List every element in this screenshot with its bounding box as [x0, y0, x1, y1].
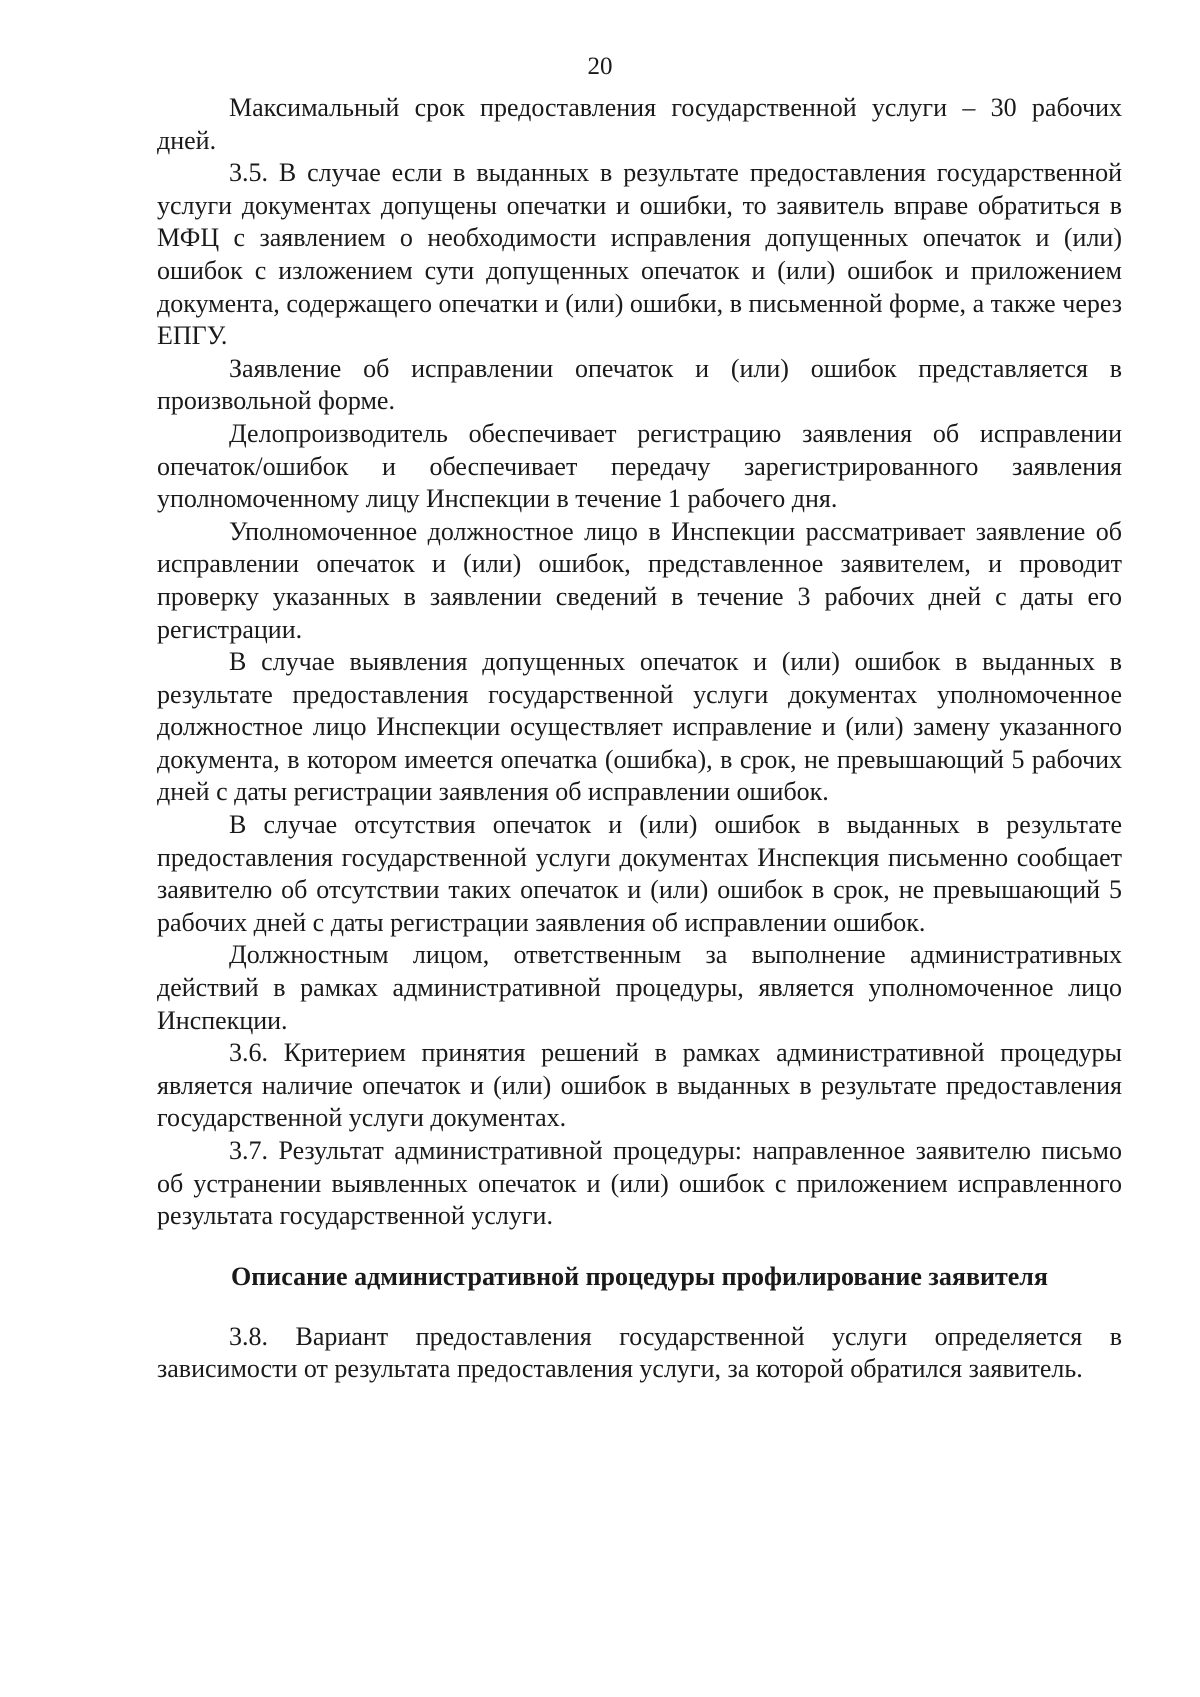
paragraph-errors-absent: В случае отсутствия опечаток и (или) ошибок в выданных в результате предоставления государственной услуги документах Инспекция письменно сообщает заявителю об отсутствии таких опечаток и (или) ошибок в срок, не превышающий 5 рабочих дней с даты регистрации заявления об исправлении ошибок. [157, 810, 1122, 937]
paragraph-responsible-official: Должностным лицом, ответственным за выполнение административных действий в рамках административной процедуры, является уполномоченное лицо Инспекции. [157, 940, 1122, 1035]
paragraph-clerk-registration: Делопроизводитель обеспечивает регистрацию заявления об исправлении опечаток/ошибок и обеспечивает передачу зарегистрированного заявления уполномоченному лицу Инспекции в течение 1 рабочего дня. [157, 418, 1122, 514]
paragraph-3-7: 3.7. Результат административной процедуры: направленное заявителю письмо об устранении выявленных опечаток и (или) ошибок с приложением исправленного результата государственной услуги. [157, 1136, 1122, 1231]
paragraph-application-form: Заявление об исправлении опечаток и (или) ошибок представляется в произвольной форме. [157, 353, 1122, 416]
section-heading: Описание административной процедуры профилирование заявителя [231, 1261, 1048, 1291]
paragraph-official-review: Уполномоченное должностное лицо в Инспекции рассматривает заявление об исправлении опечаток и (или) ошибок, представленное заявителем, и проводит проверку указанных в заявлении сведений в течение 3 рабочих дней с даты его регистрации. [157, 516, 1122, 644]
paragraph-max-term: Максимальный срок предоставления государственной услуги – 30 рабочих дней. [157, 93, 1122, 155]
paragraph-3-8: 3.8. Вариант предоставления государственной услуги определяется в зависимости от результата предоставления услуги, за которой обратился заявитель. [157, 1321, 1122, 1384]
paragraph-3-6: 3.6. Критерием принятия решений в рамках административной процедуры является наличие опечаток и (или) ошибок в выданных в результате предоставления государственной услуги документах. [157, 1038, 1122, 1133]
paragraph-errors-found: В случае выявления допущенных опечаток и (или) ошибок в выданных в результате предоставления государственной услуги документах уполномоченное должностное лицо Инспекции осуществляет исправление и (или) замену указанного документа, в котором имеется опечатка (ошибка), в срок, не превышающий 5 рабочих дней с даты регистрации заявления об исправлении ошибок. [157, 647, 1122, 807]
page-number: 20 [587, 53, 613, 80]
paragraph-3-5: 3.5. В случае если в выданных в результате предоставления государственной услуги документах допущены опечатки и ошибки, то заявитель вправе обратиться в МФЦ с заявлением о необходимости исправления допущенных опечаток и (или) ошибок с изложением сути допущенных опечаток и (или) ошибок и приложением документа, содержащего опечатки и (или) ошибки, в письменной форме, а также через ЕПГУ. [157, 158, 1122, 351]
document-body [157, 92, 1122, 1386]
